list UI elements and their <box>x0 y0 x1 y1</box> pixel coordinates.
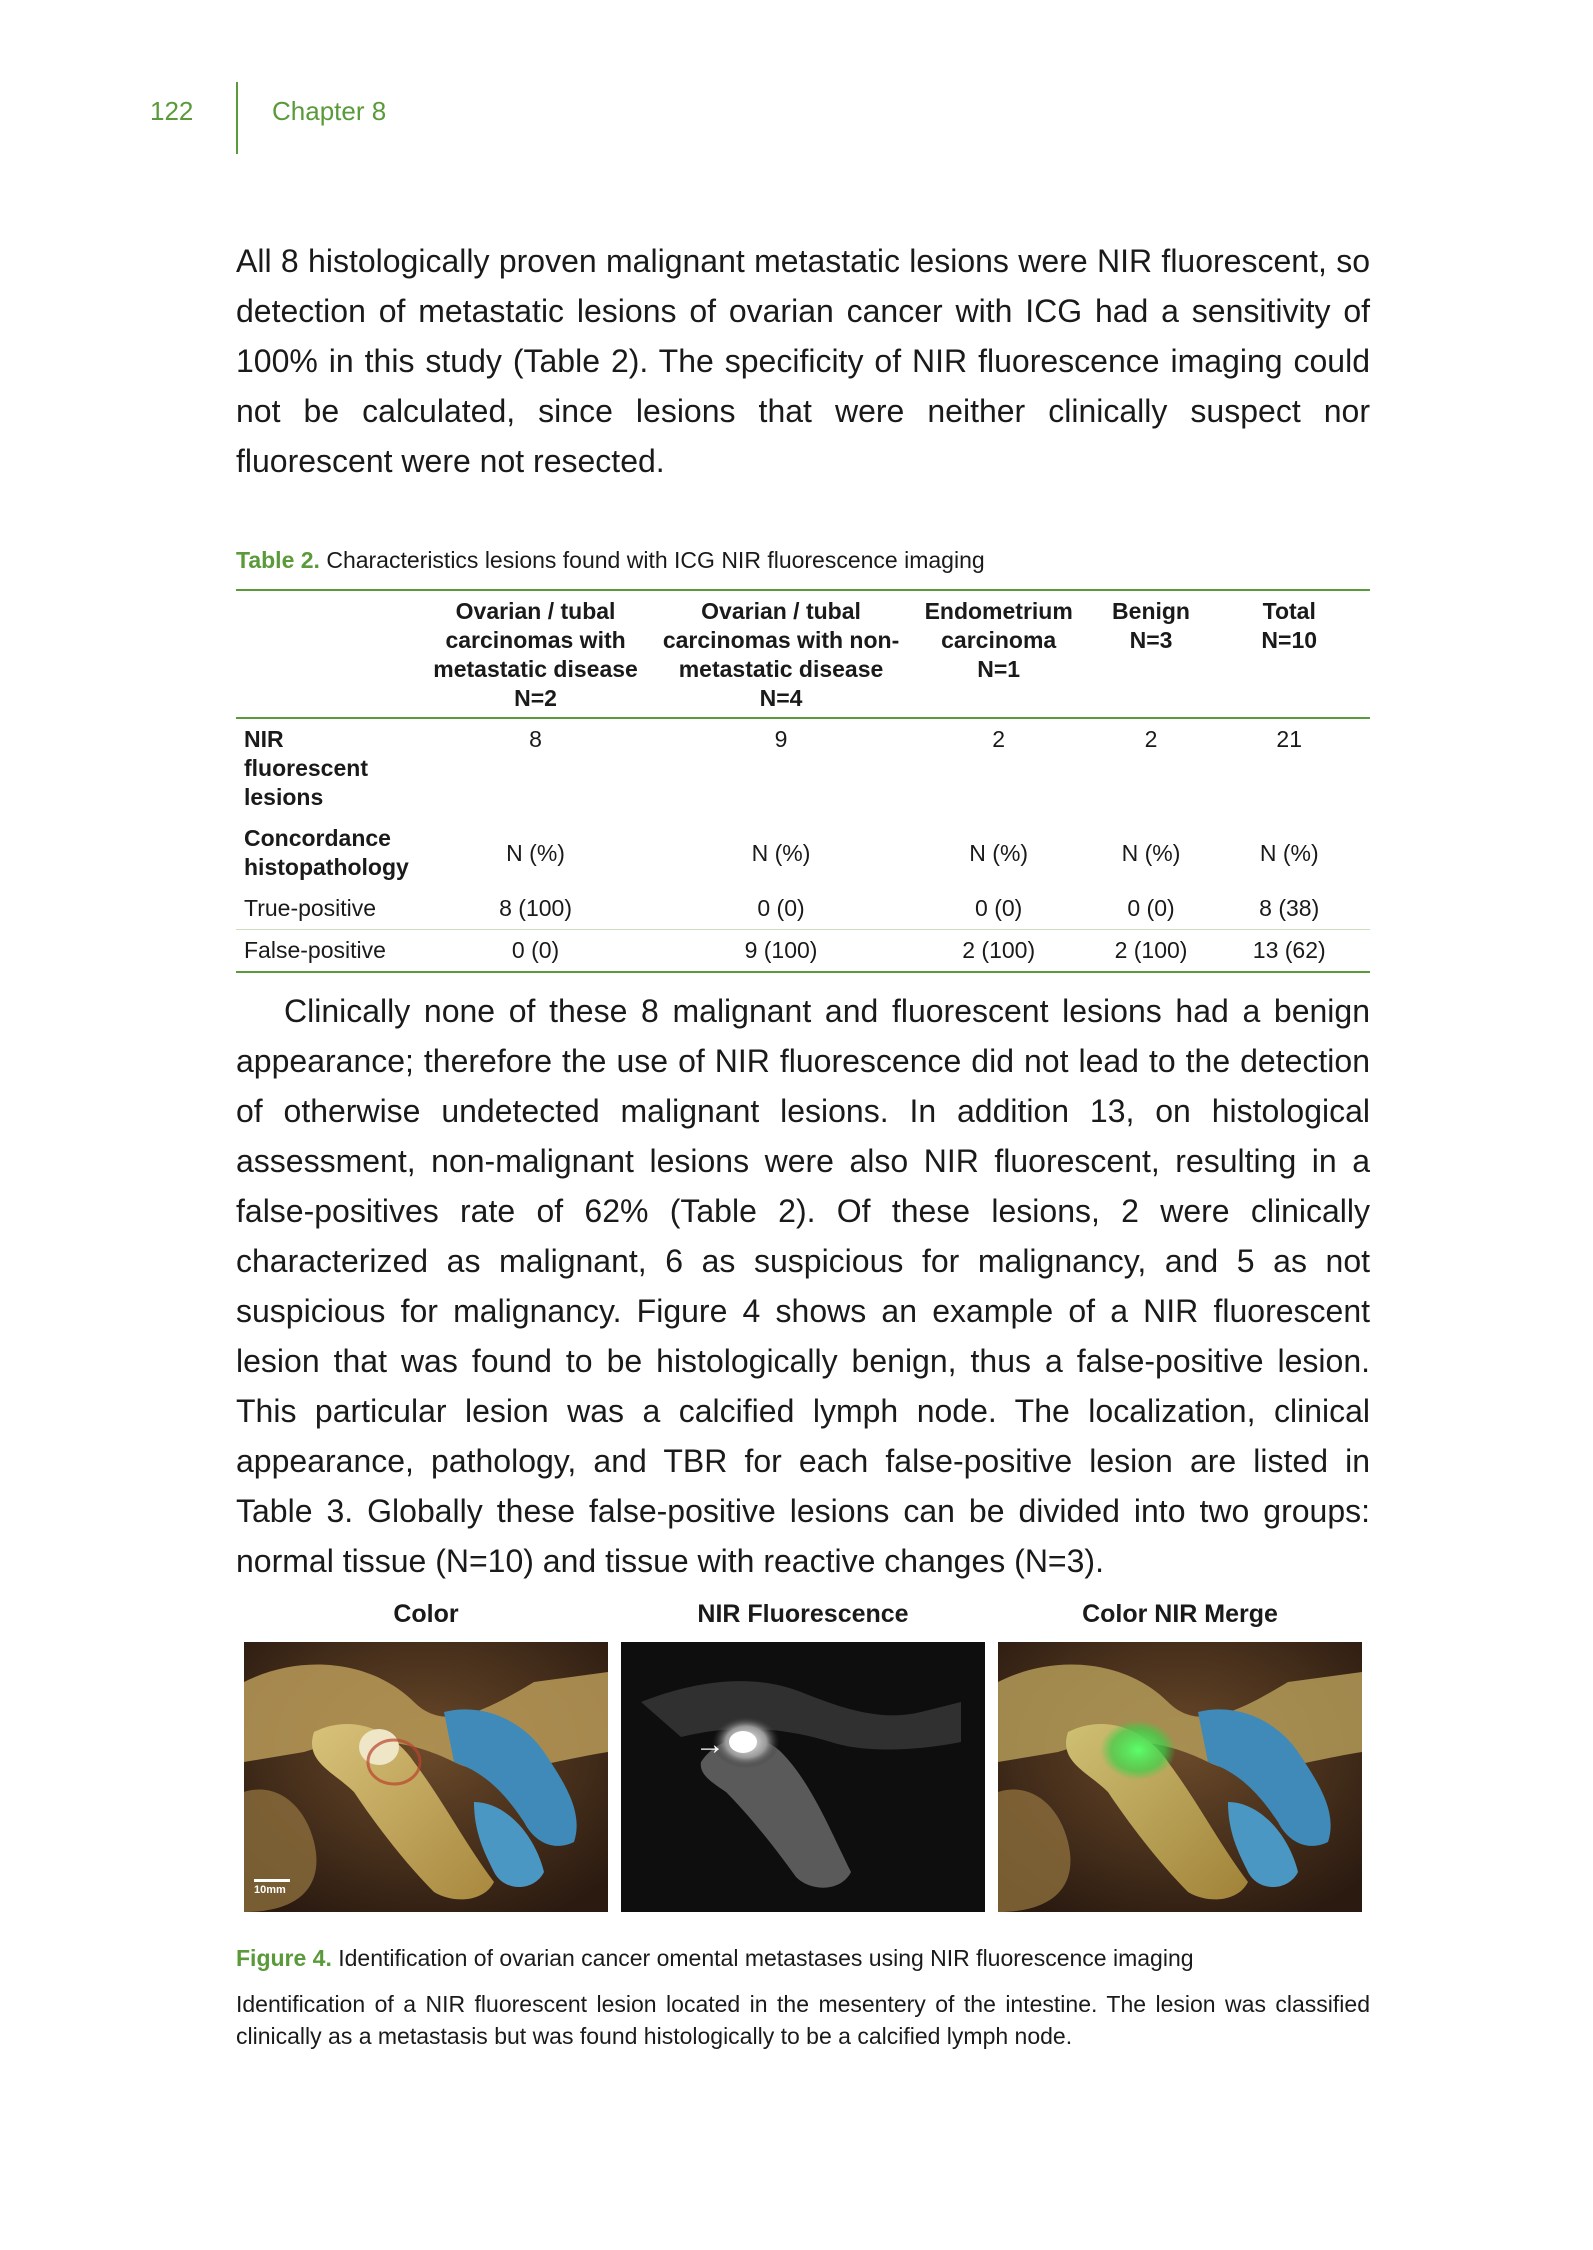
table-cell: 0 (0) <box>1094 888 1209 930</box>
figure-description: Identification of a NIR fluorescent lesion located in the mesentery of the intestine. The lesion was classified clinically as a metastasis but was found histologically to be a calcified lymph node. <box>236 1991 1370 2049</box>
row-label: NIR fluorescent lesions <box>244 726 368 810</box>
table-cell: 2 (100) <box>962 937 1036 963</box>
scale-bar <box>254 1879 290 1896</box>
table-cell: 8 (38) <box>1208 888 1370 930</box>
figure-caption-label: Figure 4. <box>236 1945 332 1971</box>
table-cell: 8 <box>529 726 542 752</box>
panel-title-nir: NIR Fluorescence <box>697 1600 909 1628</box>
table-row <box>236 930 1370 973</box>
col-header-metastatic: Ovarian / tubal carcinomas with metastatic disease N=2 <box>433 598 638 711</box>
color-image <box>244 1642 608 1912</box>
table-cell: 13 (62) <box>1252 937 1326 963</box>
table-cell: 2 (100) <box>1114 937 1188 963</box>
color-nir-merge-image <box>998 1642 1362 1912</box>
col-header-endometrium: Endometrium carcinoma N=1 <box>924 598 1073 682</box>
table-caption-label: Table 2. <box>236 547 320 573</box>
table-cell: 0 (0) <box>511 937 560 963</box>
merge-image-svg <box>998 1642 1362 1912</box>
panel-title-color: Color <box>393 1600 459 1628</box>
figure-caption <box>236 1945 1370 1972</box>
table-cell: N (%) <box>1121 839 1181 866</box>
table-cell: N (%) <box>1259 839 1319 866</box>
table-cell: 9 (100) <box>744 937 818 963</box>
chapter-label: Chapter 8 <box>272 96 387 126</box>
col-header-non-metastatic: Ovarian / tubal carcinomas with non- metastatic disease N=4 <box>662 598 900 711</box>
nir-fluorescence-image <box>621 1642 985 1912</box>
page-header <box>0 96 1593 156</box>
table-row <box>236 818 1370 888</box>
panel-title-merge: Color NIR Merge <box>1082 1600 1278 1628</box>
table-cell: 0 (0) <box>904 888 1094 930</box>
table-caption <box>236 547 1370 574</box>
col-header-benign: Benign N=3 <box>1112 598 1190 653</box>
table-header-row <box>236 590 1370 718</box>
scale-bar-label: 10mm <box>254 1884 286 1896</box>
arrow-indicator: → <box>695 1728 725 1761</box>
row-label: Concordance histopathology <box>244 825 409 880</box>
table-cell: N (%) <box>506 839 565 866</box>
table-cell: N (%) <box>969 839 1029 866</box>
table-caption-text: Characteristics lesions found with ICG NIR fluorescence imaging <box>326 547 985 573</box>
table-cell: 2 <box>1144 726 1158 752</box>
intro-paragraph: All 8 histologically proven malignant metastatic lesions were NIR fluorescent, so detection of metastatic lesions of ovarian cancer with ICG had a sensitivity of 100% in this study (Table 2). The specificity of NIR fluorescence imaging could not be calculated, since lesions that were neither clinically suspect nor fluorescent were not resected. <box>236 243 1370 479</box>
table-cell: N (%) <box>751 839 811 866</box>
figure-panel-titles <box>244 1600 1362 1636</box>
header-divider <box>236 82 238 154</box>
figure-caption-text: Identification of ovarian cancer omental metastases using NIR fluorescence imaging <box>338 1945 1194 1971</box>
table-row <box>236 718 1370 818</box>
row-label: True-positive <box>236 888 413 930</box>
results-paragraph: Clinically none of these 8 malignant and fluorescent lesions had a benign appearance; therefore the use of NIR fluorescence did not lead to the detection of otherwise undetected malignant lesions. In addition 13, on histological assessment, non-malignant lesions were also NIR fluorescent, resulting in a false-positives rate of 62% (Table 2). Of these lesions, 2 were clinically characterized as malignant, 6 as suspicious for malignancy, and 5 as not suspicious for malignancy. Figure 4 shows an example of a NIR fluorescent lesion that was found to be histologically benign, thus a false-positive lesion. This particular lesion was a calcified lymph node. The localization, clinical appearance, pathology, and TBR for each false-positive lesion are listed in Table 3. Globally these false-positive lesions can be divided into two groups: normal tissue (N=10) and tissue with reactive changes (N=3). <box>236 993 1370 1579</box>
table-cell: 9 <box>774 726 788 752</box>
row-label: False-positive <box>244 937 386 963</box>
table-cell: 2 <box>992 726 1006 752</box>
table-cell: 8 (100) <box>413 888 658 930</box>
page-number: 122 <box>150 96 194 126</box>
header-empty-cell <box>236 590 413 718</box>
color-image-svg <box>244 1642 608 1912</box>
table-row <box>236 888 1370 930</box>
table-cell: 21 <box>1276 726 1303 752</box>
col-header-total: Total N=10 <box>1261 598 1318 653</box>
table-cell: 0 (0) <box>658 888 903 930</box>
lesion-characteristics-table <box>236 589 1370 973</box>
nir-image-svg <box>621 1642 985 1912</box>
